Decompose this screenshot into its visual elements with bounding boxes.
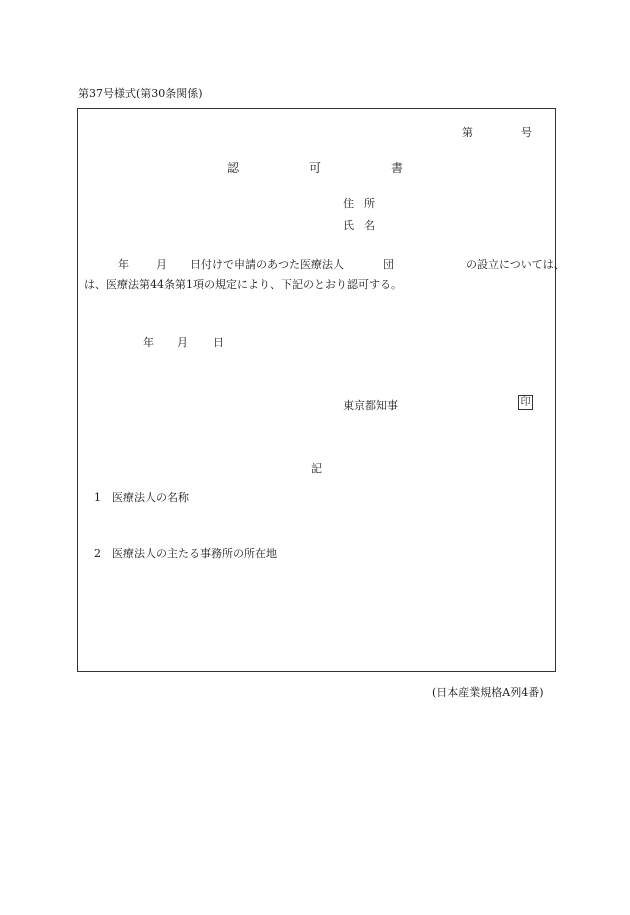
paper-size-note: (日本産業規格A列4番) — [432, 686, 544, 699]
date-month-label: 月 — [177, 336, 188, 349]
body-dan-char: 団 — [383, 258, 394, 271]
signer-title: 東京都知事 — [343, 399, 398, 412]
name-label: 氏名 — [343, 219, 385, 232]
body-year-label: 年 — [118, 258, 129, 271]
document-title-char-2: 可 — [309, 161, 322, 175]
address-label: 住所 — [343, 197, 385, 210]
seal-mark: 印 — [518, 395, 533, 410]
body-line1-tail: の設立については、 — [466, 258, 565, 271]
date-day-label: 日 — [213, 336, 224, 349]
body-day-text: 日付けで申請のあつた医療法人 — [190, 258, 344, 271]
body-month-label: 月 — [156, 258, 167, 271]
form-frame — [77, 108, 556, 672]
document-number-prefix: 第 — [462, 126, 473, 139]
form-number: 第37号様式(第30条関係) — [78, 87, 203, 100]
document-title-char-1: 認 — [227, 161, 240, 175]
item-corporation-name: 1 医療法人の名称 — [94, 491, 189, 504]
document-title-char-3: 書 — [391, 161, 404, 175]
date-year-label: 年 — [143, 336, 154, 349]
body-text-line-2: は、医療法第44条第1項の規定により、下記のとおり認可する。 — [84, 278, 402, 291]
document-number-suffix: 号 — [521, 126, 532, 139]
ki-heading: 記 — [311, 462, 322, 475]
item-main-office-location: 2 医療法人の主たる事務所の所在地 — [94, 547, 277, 560]
